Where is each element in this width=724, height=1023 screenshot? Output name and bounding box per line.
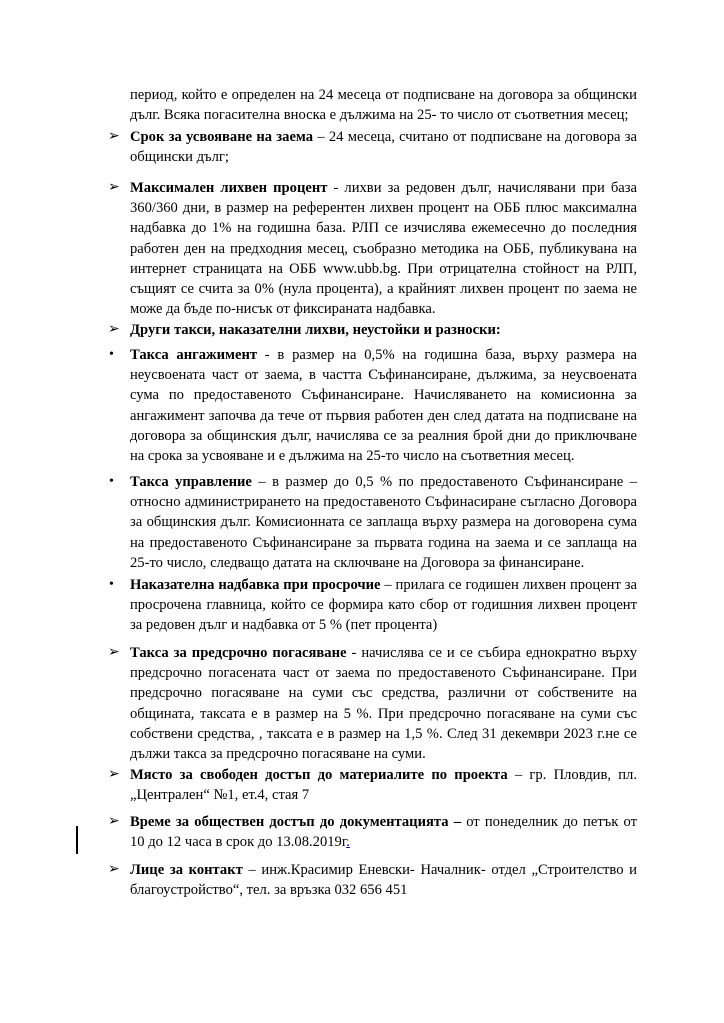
arrow-bullet-icon: ➢ <box>108 129 120 144</box>
item-title: Други такси, наказателни лихви, неустойки и разноски: <box>130 322 501 338</box>
item-title: Лице за контакт <box>130 862 243 878</box>
item-text: в размер до 0,5 % по предоставеното Съфинансиране – относно администрирането на предоставеното Съфинасиране съгласно Договора за общинския дълг. Комисионната се заплаща върху размера на договорена сума на предоставеното Съфинансиране за първата година на заема и се заплаща на 25-то число, следващо датата на сключване на Договора за финансиране. <box>130 474 637 571</box>
item-title: Наказателна надбавка при просрочие <box>130 577 381 593</box>
revision-change-bar <box>76 826 78 854</box>
item-text: лихви за редовен дълг, начислявани при база 360/360 дни, в размер на референтен лихвен процент на ОББ плюс максимална надбавка до 1% на годишна база. РЛП се изчислява ежемесечно до последния работен ден на предходния месец, съобразно методика на ОББ, публикувана на интернет страницата на ОББ www.ubb.bg. При отрицателна стойност на РЛП, същият се счита за 0% (нула процента), а крайният лихвен процент по заема не може да бъде по-нисък от фиксираната надбавка. <box>130 180 637 318</box>
item-title: Срок за усвояване на заема <box>130 129 314 145</box>
bullet-icon: • <box>109 347 114 362</box>
separator: – <box>242 862 262 878</box>
underlined-period: . <box>346 834 350 851</box>
separator: - <box>257 347 278 363</box>
list-item-management-fee <box>109 472 637 573</box>
list-item-disbursement-term <box>108 127 637 167</box>
arrow-bullet-icon: ➢ <box>108 862 120 877</box>
item-text: от понеделник до петък от 10 до 12 часа в срок до 13.08.2019г <box>130 814 637 851</box>
list-item-other-fees <box>108 320 637 340</box>
item-text: начислява се и се събира еднократно върху предсрочно погасената част от заема по предоставеното Съфинансиране. При предсрочно погасяване на суми със средства, различни от собствените на общината, таксата е в размер на 5 %. При предсрочно погасяване на суми със собствени средства, , таксата е в размер на 1,5 %. След 31 декември 2023 г.не се дължи такса за предсрочно погасяване на суми. <box>130 645 637 763</box>
paragraph-continuation <box>130 85 637 125</box>
arrow-bullet-icon: ➢ <box>108 322 120 337</box>
arrow-bullet-icon: ➢ <box>108 814 120 829</box>
item-title: Такса ангажимент <box>130 347 258 363</box>
item-text: гр. Пловдив, пл. „Централен“ №1, ет.4, стая 7 <box>130 767 637 804</box>
continuation-text: период, който е определен на 24 месеца от подписване на договора за общински дълг. Всяка погасителна вноска е дължима на 25- то число от съответния месец; <box>130 87 637 124</box>
item-text: инж.Красимир Еневски- Началник- отдел „Строителство и благоустройство“, тел. за връзка 032 656 451 <box>130 862 637 899</box>
item-text: прилага се годишен лихвен процент за просрочена главница, който се формира като сбор от годишния лихвен процент за редовен дълг и надбавка от 5 % (пет процента) <box>130 577 637 634</box>
separator: - <box>346 645 362 661</box>
arrow-bullet-icon: ➢ <box>108 645 120 660</box>
arrow-bullet-icon: ➢ <box>108 767 120 782</box>
separator: – <box>251 474 273 490</box>
list-item-access-place <box>108 765 637 805</box>
arrow-bullet-icon: ➢ <box>108 180 120 195</box>
bullet-icon: • <box>109 577 114 592</box>
item-title: Такса за предсрочно погасяване <box>130 645 347 661</box>
separator: - <box>327 180 345 196</box>
separator: – <box>313 129 329 145</box>
item-title: Време за обществен достъп до документацията – <box>130 814 461 830</box>
list-item-penalty-surcharge <box>109 575 637 636</box>
list-item-commitment-fee <box>109 345 637 466</box>
item-text: в размер на 0,5% на годишна база, върху размера на неусвоената част от заема, в частта Съфинансиране, дължима, за неусвоената сума по предоставеното Съфинансиране. Начисляването на комисионна за ангажимент започва да тече от първия работен ден след датата на подписване на договора за общинския дълг, начислява се за реалния брой дни до приключване на срока за усвояване и е дължима на 25-то число на съответния месец. <box>130 347 637 465</box>
item-title: Максимален лихвен процент <box>130 180 328 196</box>
list-item-early-repayment-fee <box>108 643 637 764</box>
bullet-icon: • <box>109 474 114 489</box>
item-title: Място за свободен достъп до материалите по проекта <box>130 767 508 783</box>
separator: – <box>507 767 530 783</box>
item-text: 24 месеца, считано от подписване на договора за общински дълг; <box>130 129 637 166</box>
list-item-contact-person <box>108 860 637 900</box>
separator: – <box>380 577 396 593</box>
item-title: Такса управление <box>130 474 252 490</box>
list-item-max-interest <box>108 178 637 319</box>
list-item-access-time <box>108 812 637 852</box>
